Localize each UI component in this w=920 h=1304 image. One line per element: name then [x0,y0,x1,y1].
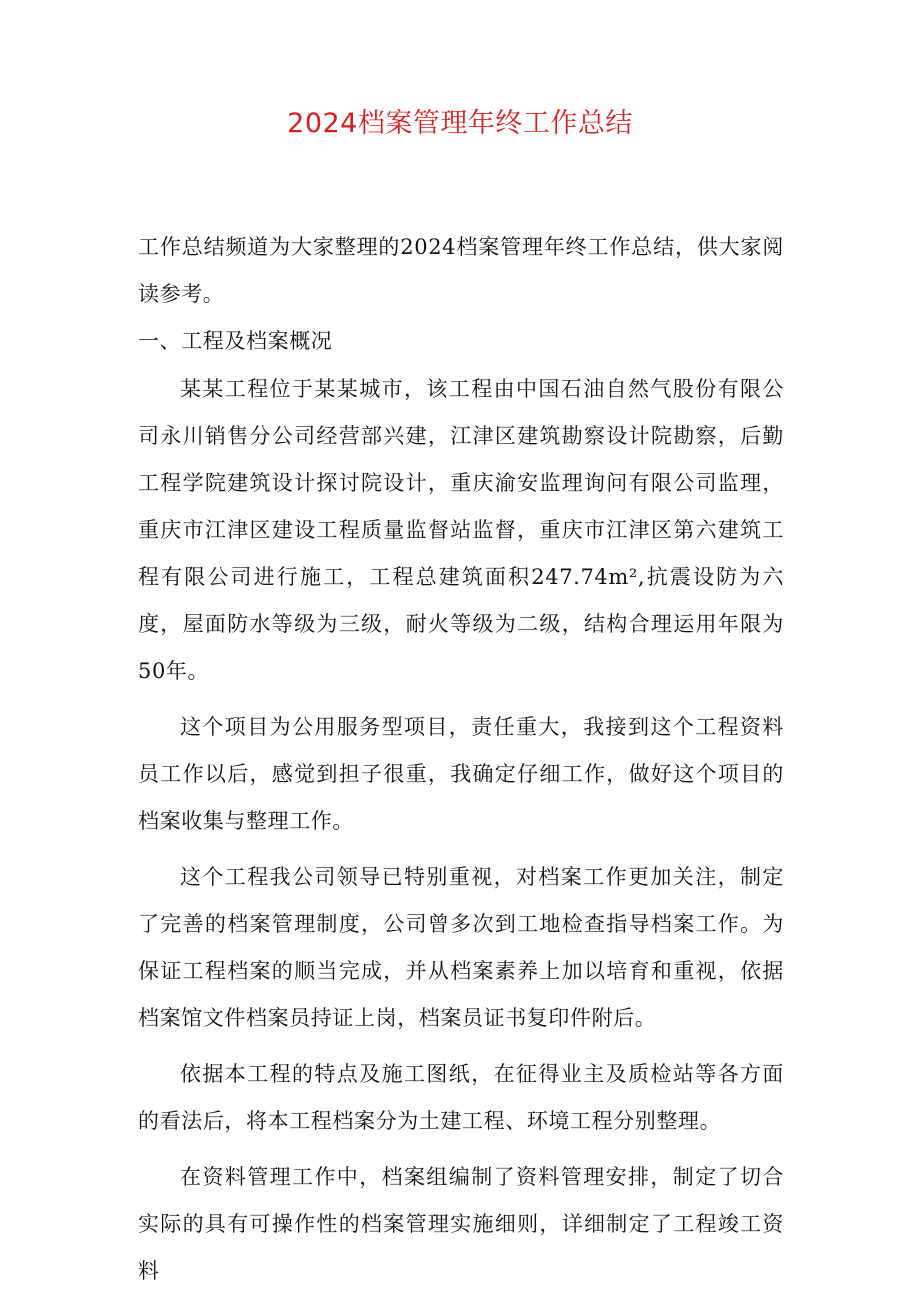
document-body [138,224,784,1304]
paragraph-leadership: 这个工程我公司领导已特别重视，对档案工作更加关注，制定了完善的档案管理制度，公司曾多次到工地检查指导档案工作。为保证工程档案的顺当完成，并从档案素养上加以培育和重视，依据档案馆文件档案员持证上岗，档案员证书复印件附后。 [138,865,784,1030]
paragraph-archive-division: 依据本工程的特点及施工图纸，在征得业主及质检站等各方面的看法后，将本工程档案分为土建工程、环境工程分别整理。 [138,1062,784,1133]
paragraph-responsibility: 这个项目为公用服务型项目，责任重大，我接到这个工程资料员工作以后，感觉到担子很重，我确定仔细工作，做好这个项目的档案收集与整理工作。 [138,715,784,833]
paragraph-data-management: 在资料管理工作中，档案组编制了资料管理安排，制定了切合实际的具有可操作性的档案管理实施细则，详细制定了工程竣工资料 [138,1165,784,1283]
section-heading: 一、工程及档案概况 [138,329,333,353]
paragraph-project-overview: 某某工程位于某某城市，该工程由中国石油自然气股份有限公司永川销售分公司经营部兴建，江津区建筑勘察设计院勘察，后勤工程学院建筑设计探讨院设计，重庆渝安监理询问有限公司监理，重庆市江津区建设工程质量监督站监督，重庆市江津区第六建筑工程有限公司进行施工，工程总建筑面积247.74m²,抗震设防为六度，屋面防水等级为三级，耐火等级为二级，结构合理运用年限为50年。 [138,377,784,683]
document-title: 2024档案管理年终工作总结 [287,108,633,139]
intro-paragraph: 工作总结频道为大家整理的2024档案管理年终工作总结，供大家阅读参考。 [138,235,784,306]
